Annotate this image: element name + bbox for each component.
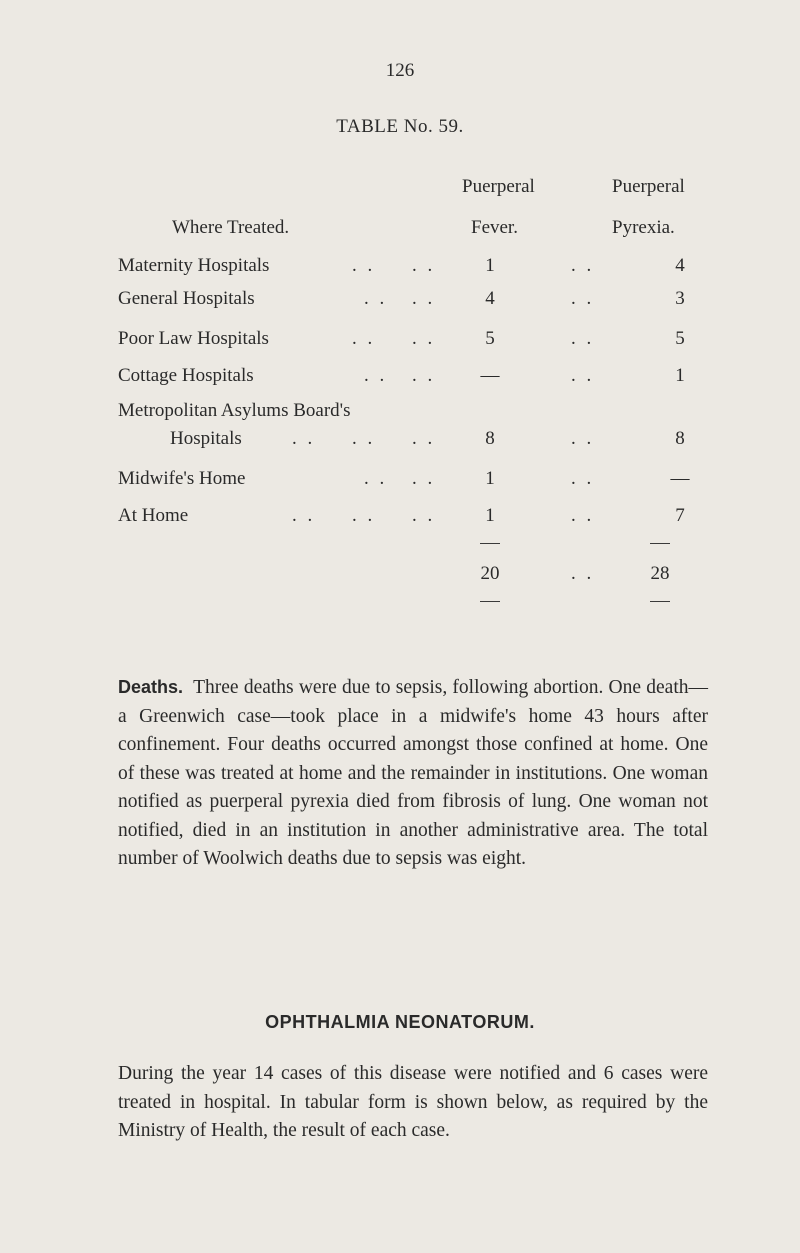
- pyrexia-value: 1: [675, 365, 685, 386]
- row-label: Metropolitan Asylums Board's: [118, 400, 351, 421]
- deaths-paragraph: [118, 673, 708, 874]
- row-leader: . .: [571, 505, 595, 526]
- row-leader: . .: [364, 288, 388, 309]
- total-fever: 20: [480, 563, 500, 584]
- deaths-lead: Deaths.: [118, 677, 184, 697]
- row-leader: . .: [364, 365, 388, 386]
- row-leader: . .: [292, 428, 316, 449]
- ophthalmia-text: During the year 14 cases of this disease were notified and 6 cases were treated in hospital. In tabular form is shown below, as required by the Ministry of Health, the result of each case.: [118, 1063, 708, 1141]
- header-fever-line2: Fever.: [471, 217, 518, 238]
- fever-value: 8: [485, 428, 495, 449]
- fever-value: 1: [485, 505, 495, 526]
- total-pyrexia: 28: [650, 563, 670, 584]
- row-label: At Home: [118, 505, 189, 526]
- table-title: TABLE No. 59.: [336, 116, 464, 137]
- row-label: General Hospitals: [118, 288, 255, 309]
- fever-value: 4: [485, 288, 495, 309]
- header-where-treated: Where Treated.: [172, 217, 290, 238]
- double-rule-pyrexia: [650, 601, 670, 602]
- ophthalmia-paragraph: [118, 1060, 708, 1146]
- section-heading: OPHTHALMIA NEONATORUM.: [265, 1012, 535, 1032]
- total-rule-pyrexia: [650, 543, 670, 544]
- row-leader: . .: [412, 505, 436, 526]
- fever-value: 1: [485, 468, 495, 489]
- pyrexia-value: 8: [675, 428, 685, 449]
- row-leader: . .: [364, 468, 388, 489]
- row-leader: . .: [412, 428, 436, 449]
- row-leader: . .: [352, 505, 376, 526]
- row-leader: . .: [571, 365, 595, 386]
- row-label: Maternity Hospitals: [118, 255, 270, 276]
- row-leader: . .: [352, 255, 376, 276]
- fever-value: 5: [485, 328, 495, 349]
- row-leader: . .: [352, 428, 376, 449]
- row-label: Poor Law Hospitals: [118, 328, 269, 349]
- row-label-continued: Hospitals: [170, 428, 242, 449]
- row-leader: . .: [571, 563, 595, 584]
- header-pyrexia-line1: Puerperal: [612, 176, 685, 197]
- page-number: 126: [385, 60, 415, 81]
- row-leader: . .: [412, 365, 436, 386]
- row-label: Midwife's Home: [118, 468, 246, 489]
- pyrexia-value: 4: [675, 255, 685, 276]
- total-rule-fever: [480, 543, 500, 544]
- row-leader: . .: [571, 468, 595, 489]
- pyrexia-value: 7: [675, 505, 685, 526]
- deaths-text: Three deaths were due to sepsis, following abortion. One death—a Greenwich case—took place in a midwife's home 43 hours after confinement. Four deaths occurred amongst those confined at home. One of these was treated at home and the remainder in institutions. One woman notified as puerperal pyrexia died from fibrosis of lung. One woman not notified, died in an institution in another administrative area. The total number of Woolwich deaths due to sepsis was eight.: [118, 677, 708, 869]
- row-leader: . .: [412, 468, 436, 489]
- row-leader: . .: [412, 328, 436, 349]
- header-pyrexia-line2: Pyrexia.: [612, 217, 675, 238]
- row-leader: . .: [292, 505, 316, 526]
- pyrexia-value: 5: [675, 328, 685, 349]
- row-leader: . .: [571, 428, 595, 449]
- fever-value: —: [480, 365, 500, 386]
- row-leader: . .: [571, 328, 595, 349]
- row-label: Cottage Hospitals: [118, 365, 254, 386]
- row-leader: . .: [412, 255, 436, 276]
- row-leader: . .: [571, 255, 595, 276]
- double-rule-fever: [480, 601, 500, 602]
- pyrexia-value: 3: [675, 288, 685, 309]
- row-leader: . .: [571, 288, 595, 309]
- header-fever-line1: Puerperal: [462, 176, 535, 197]
- fever-value: 1: [485, 255, 495, 276]
- row-leader: . .: [412, 288, 436, 309]
- row-leader: . .: [352, 328, 376, 349]
- pyrexia-value: —: [670, 468, 690, 489]
